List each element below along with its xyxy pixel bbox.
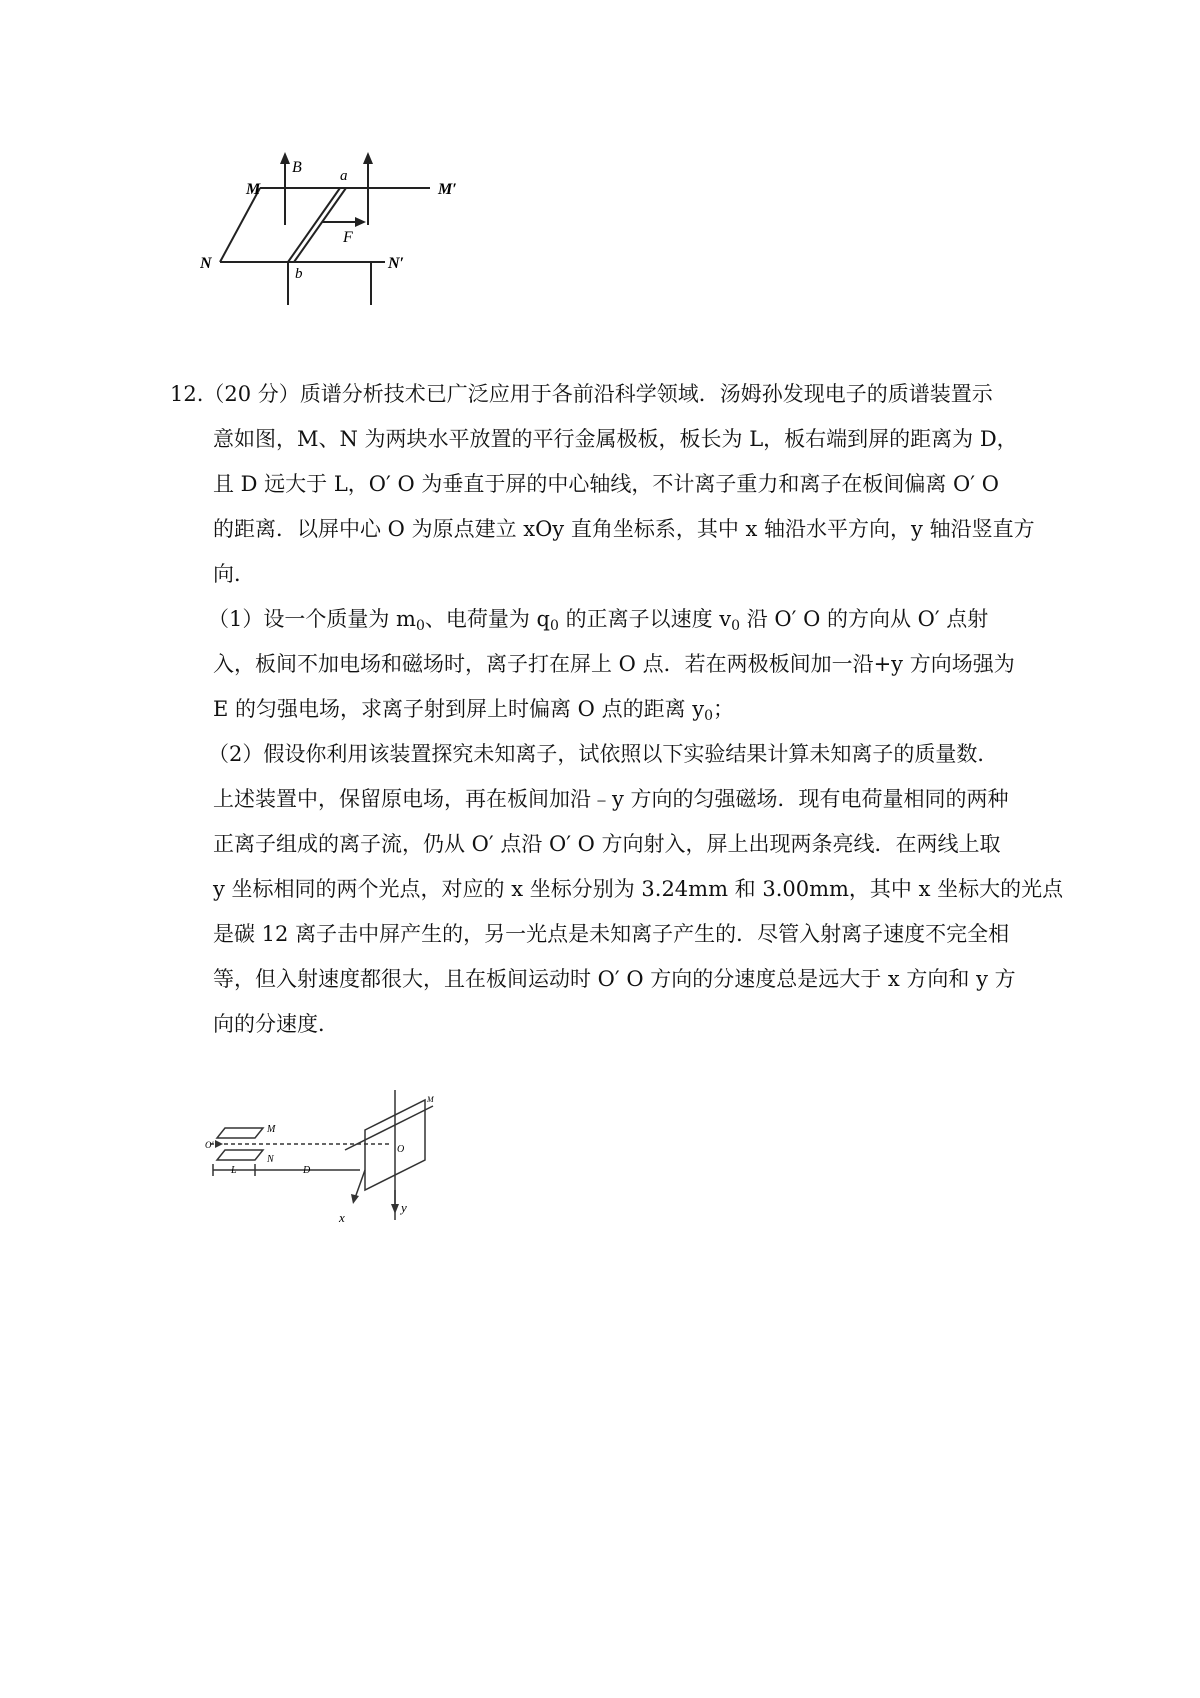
label-O-prime: O′ bbox=[205, 1140, 214, 1150]
part2-line-4: y 坐标相同的两个光点，对应的 x 坐标分别为 3.24mm 和 3.00mm，其中 x 坐标大的光点 bbox=[213, 877, 1064, 901]
figure-rails-magnetic-field bbox=[200, 150, 500, 350]
part1-line-3: E 的匀强电场，求离子射到屏上时偏离 O 点的距离 $y_0$； bbox=[213, 697, 735, 724]
problem-line-1: 12.（20 分）质谱分析技术已广泛应用于各前沿科学领域．汤姆孙发现电子的质谱装置示 bbox=[170, 382, 993, 406]
label-N: N bbox=[200, 255, 212, 272]
problem-12 bbox=[170, 372, 1064, 1047]
part2-line-6: 等，但入射速度都很大，且在板间运动时 O′ O 方向的分速度总是远大于 x 方向和 y 方 bbox=[213, 967, 1016, 991]
label-a: a bbox=[340, 168, 348, 184]
label-D: D bbox=[303, 1165, 311, 1176]
problem-line-2: 意如图，M、N 为两块水平放置的平行金属极板，板长为 L，板右端到屏的距离为 D， bbox=[213, 427, 1018, 451]
problem-line-5: 向． bbox=[213, 562, 255, 586]
problem-score: （20 分） bbox=[203, 382, 300, 406]
part2-line-5: 是碳 12 离子击中屏产生的，另一光点是未知离子产生的．尽管入射离子速度不完全相 bbox=[213, 922, 1010, 946]
label-O: O bbox=[397, 1144, 405, 1155]
label-F: F bbox=[343, 229, 353, 246]
part1-line-2: 入，板间不加电场和磁场时，离子打在屏上 O 点．若在两极板间加一沿+y 方向场强为 bbox=[213, 652, 1015, 676]
label-plate-M: M bbox=[267, 1124, 276, 1135]
label-b: b bbox=[295, 266, 303, 282]
part1-line-1: （1）设一个质量为 $m_0$、电荷量为 $q_0$ 的正离子以速度 $v_0$ 沿 O′ O 的方向从 O′ 点射 bbox=[208, 607, 989, 634]
label-B: B bbox=[292, 159, 302, 176]
problem-line-3: 且 D 远大于 L，O′ O 为垂直于屏的中心轴线，不计离子重力和离子在板间偏离 O′ O bbox=[213, 472, 999, 496]
label-screen-M: M bbox=[427, 1095, 434, 1104]
part2-line-1: （2）假设你利用该装置探究未知离子，试依照以下实验结果计算未知离子的质量数． bbox=[208, 742, 999, 766]
label-M-prime: M′ bbox=[438, 181, 457, 198]
label-x-axis: x bbox=[339, 1210, 345, 1225]
part2-line-7: 向的分速度． bbox=[213, 1012, 339, 1036]
part2-line-2: 上述装置中，保留原电场，再在板间加沿﹣y 方向的匀强磁场．现有电荷量相同的两种 bbox=[213, 787, 1009, 811]
figure-mass-spectrometer bbox=[205, 1090, 475, 1230]
part2-line-3: 正离子组成的离子流，仍从 O′ 点沿 O′ O 方向射入，屏上出现两条亮线．在两线上取 bbox=[213, 832, 1001, 856]
label-L: L bbox=[231, 1165, 237, 1176]
label-y-axis: y bbox=[401, 1200, 407, 1215]
label-N-prime: N′ bbox=[388, 255, 405, 272]
label-M: M bbox=[246, 181, 261, 198]
problem-line-4: 的距离．以屏中心 O 为原点建立 xOy 直角坐标系，其中 x 轴沿水平方向，y 轴沿竖直方 bbox=[213, 517, 1035, 541]
problem-number: 12. bbox=[170, 382, 204, 406]
label-plate-N: N bbox=[267, 1154, 274, 1165]
